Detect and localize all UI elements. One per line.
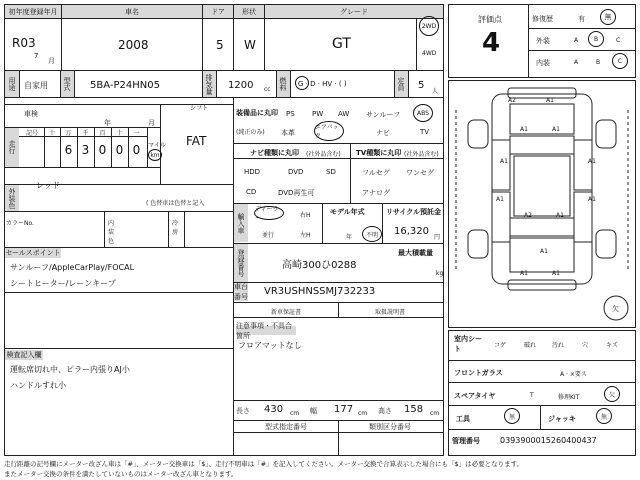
car-rear-window xyxy=(510,218,574,236)
doors-value: 5 xyxy=(216,38,224,52)
mark-a1-hood: A1 xyxy=(520,126,528,133)
model-header: 車名 xyxy=(62,5,202,18)
equip-abs: ABS xyxy=(413,104,433,122)
seat-yogore: 汚れ xyxy=(552,342,565,349)
capacity-unit: 人 xyxy=(432,88,439,95)
drive-4wd: 4WD xyxy=(422,50,437,57)
mark-a1-left-rear: A1 xyxy=(496,196,504,203)
inspector-label: 検査記入欄 xyxy=(6,351,42,359)
mark-a1-right: A1 xyxy=(588,158,596,165)
digit-4: 0 xyxy=(115,143,124,157)
height-value: 158 xyxy=(404,404,424,415)
shift-label: シフト xyxy=(190,105,209,112)
tv-sub: (社外品含む) xyxy=(404,151,439,158)
int-opt-c: C xyxy=(612,53,628,69)
mark-a1-left: A1 xyxy=(500,158,508,165)
jack-label: ジャッキ xyxy=(548,415,576,423)
vin-value: VR3USHNSSMJ732233 xyxy=(264,286,376,297)
digit-3: 0 xyxy=(98,143,107,157)
repair-label: 修復歴 xyxy=(532,15,553,23)
equip-navi: ナビ xyxy=(376,129,390,137)
shape-value: W xyxy=(244,38,256,52)
recycle-label: リサイクル預託金 xyxy=(386,208,442,216)
digit-label-2: 万 xyxy=(65,129,72,137)
mark-a1-trunk: A1 xyxy=(540,248,548,255)
tv-oneseg: ワンセグ xyxy=(406,169,434,177)
inspection-year-unit: 年 xyxy=(104,119,111,127)
import-parallel: 並行 xyxy=(262,232,275,239)
import-label: 輸入車 xyxy=(234,204,248,242)
first-reg-month: 7 xyxy=(34,52,39,60)
equip-airbag: エアバック xyxy=(314,121,344,141)
color-label: 外装色 xyxy=(5,185,19,211)
equip-pw: PW xyxy=(312,110,324,118)
width-label: 幅 xyxy=(310,407,317,415)
sales-line1: サンルーフ/AppleCarPlay/FOCAL xyxy=(10,263,135,272)
digit-label-3: 千 xyxy=(82,129,89,137)
max-load-label: 最大積載量 xyxy=(398,249,433,257)
first-reg-header: 初年度登録年月 xyxy=(5,5,61,18)
fuel-label: 燃料 xyxy=(276,71,290,97)
ext-opt-c: C xyxy=(616,37,621,44)
interior-color-label: 内装色 xyxy=(108,220,115,245)
car-left-front-door xyxy=(492,140,510,190)
front-glass-label: フロントガラス xyxy=(454,369,503,377)
car-wheel-rr xyxy=(596,230,616,258)
use-value: 自家用 xyxy=(24,81,48,90)
ext-opt-a: A xyxy=(574,37,579,44)
car-roof xyxy=(514,156,570,216)
car-trunk xyxy=(510,238,574,272)
mgmt-label: 管理番号 xyxy=(452,437,480,445)
color-value: レッド xyxy=(36,181,60,190)
navi-hdd: HDD xyxy=(244,168,261,176)
mgmt-value: 0393900015260400437 xyxy=(500,436,597,445)
score-value: 4 xyxy=(482,28,501,58)
car-rear-bumper xyxy=(508,280,576,290)
inspector-line1: 運転席切れ中、ピラー内張りAJ小 xyxy=(10,365,130,374)
manual: 取扱説明書 xyxy=(374,308,405,316)
spare-missing-mark: 欠 xyxy=(612,305,619,313)
disp-label: 排気量 xyxy=(202,71,216,97)
height-unit: cm xyxy=(430,410,440,417)
digit-label-6: 一 xyxy=(133,129,140,137)
car-right-front-door xyxy=(574,140,592,190)
model-cert-label: 型式指定番号 xyxy=(265,422,307,431)
use-label: 用途 xyxy=(5,71,19,97)
import-left: 左H xyxy=(300,232,311,239)
seat-koge: コゲ xyxy=(494,342,507,349)
plate-value: 高崎300ひ0288 xyxy=(282,260,357,271)
mark-a1-hood2: A1 xyxy=(552,126,560,133)
capacity-label: 定員 xyxy=(394,71,408,97)
color-note: ( 色替車は色替と記入 xyxy=(146,200,205,207)
car-wheel-rf xyxy=(596,120,616,148)
mark-a2-front: A2 xyxy=(508,97,516,104)
width-value: 177 xyxy=(334,404,354,415)
int-opt-a: A xyxy=(574,59,579,66)
front-glass-opts: A · ×要ス xyxy=(560,371,587,378)
disp-value: 1200 xyxy=(228,80,254,91)
first-reg-year: R03 xyxy=(12,36,36,50)
navi-label: ナビ種類に丸印 xyxy=(250,149,299,157)
digit-1: 6 xyxy=(64,143,73,157)
model-year-unit: 年 xyxy=(346,234,353,241)
inspector-line2: ハンドルすれ小 xyxy=(10,381,66,390)
class-label: 類別区分番号 xyxy=(369,422,411,431)
equip-ps: PS xyxy=(286,110,295,118)
run-label: 走行 xyxy=(5,127,19,167)
mile-unit: マイル xyxy=(148,142,166,149)
color-no-label: カラーNo. xyxy=(6,220,34,227)
navi-dvd-play: DVD再生可 xyxy=(278,189,315,197)
cooler-label: 冷房 xyxy=(172,220,179,236)
navi-sd: SD xyxy=(326,168,336,176)
recycle-value: 16,320 xyxy=(394,226,429,237)
int-opt-b: B xyxy=(596,59,601,66)
equip-aw: AW xyxy=(338,110,350,118)
inspection-label: 車検 xyxy=(24,110,38,118)
car-body-outline xyxy=(492,94,592,284)
jack-value: 無 xyxy=(596,408,612,424)
car-front-bumper xyxy=(508,88,576,98)
equipment-label: 装備品に丸印 xyxy=(236,109,278,117)
mark-a1-bumper-l: A1 xyxy=(520,270,528,277)
width-unit: cm xyxy=(358,410,368,417)
attention-value: フロアマットなし xyxy=(238,341,302,350)
navi-dvd: DVD xyxy=(288,168,304,176)
car-diagram xyxy=(448,80,636,328)
ext-opt-b: B xyxy=(588,31,604,47)
tv-label: TV種類に丸印 xyxy=(356,149,402,157)
grade-header: グレード xyxy=(265,5,443,18)
shift-value: FAT xyxy=(186,134,207,148)
car-wheel-lf xyxy=(468,120,488,148)
digit-label-5: 十 xyxy=(116,129,123,137)
spare-tire-label: スペアタイヤ xyxy=(454,392,496,400)
tools-label: 工具 xyxy=(456,415,470,423)
doors-header: ドア xyxy=(203,5,233,18)
plate-label: 登録番号 xyxy=(234,244,248,282)
sales-label: セールスポイント xyxy=(5,249,61,257)
equip-leather: 本革 xyxy=(281,129,295,137)
fuel-options: G · D · HV · ( ) xyxy=(298,80,347,88)
int-label: 内装 xyxy=(536,59,550,67)
vin-label-text: 車台番号 xyxy=(234,283,248,301)
mark-a1-right-rear: A1 xyxy=(588,196,596,203)
attention-label: 注意事項・不具合箇所 xyxy=(236,326,296,335)
navi-sub: (社外品含む) xyxy=(306,151,341,158)
digit-label-0: 記号 xyxy=(25,129,38,137)
capacity-value: 5 xyxy=(418,80,425,91)
seat-yabure: 破れ xyxy=(524,342,537,349)
spare-kit: 修理KIT xyxy=(558,394,580,401)
shape-header: 形状 xyxy=(234,5,264,18)
mark-a2-rear: A2 xyxy=(524,212,532,219)
model-year-label: モデル年式 xyxy=(330,208,365,216)
interior-seat-label: 室内シート xyxy=(454,335,482,353)
mark-a1-front: A1 xyxy=(546,97,554,104)
footer-line2: またメーター交換の条件を満たしていないものはメーター改ざん車となります。 xyxy=(4,470,238,478)
digit-label-4: 百 xyxy=(99,129,106,137)
inspection-month-unit: 月 xyxy=(148,119,155,127)
height-label: 高さ xyxy=(378,407,392,415)
sales-line2: シートヒーター/レーンキープ xyxy=(10,279,116,288)
repair-no: 無 xyxy=(600,9,616,25)
recycle-yen: 円 xyxy=(434,234,441,241)
grade-value: GT xyxy=(332,36,351,52)
mark-a1-bumper-r: A1 xyxy=(552,270,560,277)
new-car-warranty: 新車保証書 xyxy=(270,308,301,316)
digit-label-1: 十 xyxy=(48,129,55,137)
tv-analog: アナログ xyxy=(362,189,390,197)
equip-tv: TV xyxy=(420,128,430,136)
digit-5: 0 xyxy=(132,143,141,157)
footer-line1: 走行距離の記号欄にメーター改ざん車は「#」、メーター交換車は「$」、走行不明車は「#」を記入してください。メーター交換で合算表示した場合にも「$」は必要となります。 xyxy=(4,460,524,468)
disp-unit: cc xyxy=(264,86,271,93)
equipment-sub: (純正のみ) xyxy=(236,129,265,136)
type-label: 型式 xyxy=(60,71,74,97)
vin-label xyxy=(234,283,248,301)
length-unit: cm xyxy=(290,410,300,417)
import-dealer: ディーラー xyxy=(254,206,284,220)
length-label: 長さ xyxy=(236,407,250,415)
equip-sunroof: サンルーフ xyxy=(366,111,401,119)
model-year-unknown: 不明 xyxy=(362,226,382,242)
seat-ana: 穴 xyxy=(582,342,589,349)
spare-t: T xyxy=(530,392,534,399)
tools-value: 無 xyxy=(504,408,520,424)
km-unit: km xyxy=(148,149,162,161)
type-value: 5BA-P24HN05 xyxy=(90,80,160,91)
mark-a1-rear: A1 xyxy=(556,212,564,219)
tv-fullseg: フルセグ xyxy=(362,169,390,177)
first-reg-month-unit: 月 xyxy=(48,57,55,65)
max-load-unit: kg xyxy=(436,270,444,277)
seat-kizu: キズ xyxy=(606,342,618,349)
car-windshield xyxy=(510,136,574,154)
model-value: 2008 xyxy=(118,38,149,52)
length-value: 430 xyxy=(264,404,284,415)
score-label: 評価点 xyxy=(478,15,502,24)
digit-2: 3 xyxy=(81,143,90,157)
navi-cd: CD xyxy=(246,188,257,196)
drive-2wd: 2WD xyxy=(419,16,439,36)
car-wheel-lr xyxy=(468,230,488,258)
ext-label: 外装 xyxy=(536,37,550,45)
repair-yes: 有 xyxy=(578,15,585,23)
spare-missing: 欠 xyxy=(604,386,620,402)
import-right: 右H xyxy=(300,212,311,219)
